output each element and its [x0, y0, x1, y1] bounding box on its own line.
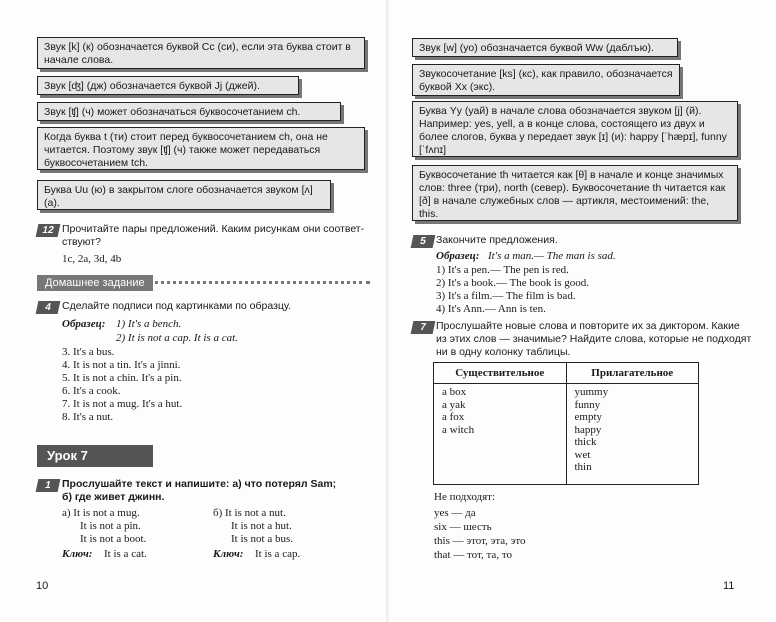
task-number-badge: 7 — [411, 321, 436, 334]
table-word: funny — [574, 398, 601, 411]
lesson-title: Урок 7 — [37, 445, 153, 467]
table-word: yummy — [574, 386, 609, 398]
rule-box — [412, 165, 738, 221]
task-instruction: Прослушайте текст и напишите: а) что потерял Sam; — [62, 478, 337, 490]
sample-line: 1) It's a bench. — [116, 318, 182, 330]
task-number-badge: 4 — [36, 301, 61, 314]
rule-text: Буквосочетание th читается как [θ] в начале и конце значимых слов: three (три), north (север). Буквосочетание th читается как [ð] в начале служебных слов — артикля, местоимений: the, this. — [419, 169, 726, 220]
table-header: Существительное — [434, 363, 567, 384]
task-instruction: Сделайте подписи под картинками по образцу. — [62, 300, 292, 312]
task-instruction: Прослушайте новые слова и повторите их за диктором. Какие — [436, 320, 740, 332]
task-answer: 1c, 2a, 3d, 4b — [62, 253, 122, 265]
task-instruction: Закончите предложения. — [436, 234, 558, 246]
page-number: 10 — [36, 580, 49, 592]
adjectives-cell — [566, 384, 699, 485]
table-word: a fox — [442, 411, 465, 423]
task-number-badge: 12 — [36, 224, 61, 237]
key-label: Ключ: — [62, 548, 93, 560]
rule-text: Звук [ʤ] (дж) обозначается буквой Jj (джей). — [44, 80, 260, 92]
task-instruction: из этих слов — значимые? Найдите слова, которые не подходят — [436, 333, 752, 345]
task-instruction: ствуют? — [62, 236, 101, 248]
list-item: 4) It's Ann.— Ann is ten. — [436, 303, 546, 315]
sample-line: 2) It is not a cap. It is a cat. — [116, 332, 238, 344]
list-item: 3) It's a film.— The film is bad. — [436, 290, 576, 302]
list-item: It is not a boot. — [80, 533, 147, 545]
rule-box — [37, 37, 365, 69]
rule-box — [37, 102, 341, 121]
table-word: a yak — [442, 398, 466, 411]
table-word: happy — [574, 423, 602, 436]
rule-text: Звук [w] (уо) обозначается буквой Ww (даблъю). — [419, 42, 654, 54]
key-label: Ключ: — [213, 548, 244, 560]
list-item: 6. It's a cook. — [62, 385, 121, 397]
rule-box — [412, 38, 678, 57]
table-word: thick — [574, 436, 597, 448]
rule-box — [37, 127, 365, 170]
list-item: 7. It is not a mug. It's a hut. — [62, 398, 183, 410]
key-answer: It is a cat. — [104, 548, 147, 560]
list-item: 3. It's a bus. — [62, 346, 115, 358]
list-item: 4. It is not a tin. It's a jinni. — [62, 359, 181, 371]
rule-text: Звук [k] (к) обозначается буквой Cc (си), если эта буква стоит в начале слова. — [44, 41, 351, 66]
task-number-badge: 5 — [411, 235, 436, 248]
rule-text: Звук [ʧ] (ч) может обозначаться буквосочетанием ch. — [44, 106, 301, 118]
task-instruction: ни в одну колонку таблицы. — [436, 346, 571, 358]
list-item: б) It is not a nut. — [213, 507, 286, 519]
not-fit-label: Не подходят: — [434, 491, 496, 503]
table-word: a witch — [442, 423, 475, 436]
table-word: wet — [574, 448, 591, 461]
list-item: 5. It is not a chin. It's a pin. — [62, 372, 182, 384]
homework-label: Домашнее задание — [37, 275, 153, 291]
not-fit-item: this — этот, эта, это — [434, 535, 526, 547]
list-item: It is not a pin. — [80, 520, 141, 532]
rule-box — [37, 76, 299, 95]
dotted-divider — [148, 281, 370, 284]
rule-text: Буква Yy (уай) в начале слова обозначается звуком [j] (й). Например: yes, yell, а в конце слова, состоящего из двух и более слогов, буква y передает звук [ɪ] (и): happy [ˈhæpɪ], funny [ˈfʌnɪ] — [419, 105, 727, 156]
list-item: It is not a bus. — [231, 533, 294, 545]
nouns-cell — [434, 384, 567, 485]
rule-box — [412, 64, 680, 96]
rule-text: Когда буква t (ти) стоит перед буквосочетанием ch, она не читается. Поэтому звук [ʧ] (ч) также может передаваться буквосочетанием tch. — [44, 131, 328, 169]
not-fit-item: six — шесть — [434, 521, 492, 533]
right-page — [390, 0, 776, 622]
sample-line: It's a man.— The man is sad. — [488, 250, 616, 262]
task-number-badge: 1 — [36, 479, 61, 492]
table-word: thin — [574, 461, 592, 473]
key-answer: It is a cap. — [255, 548, 301, 560]
rule-box — [412, 101, 738, 157]
task-instruction: Прочитайте пары предложений. Каким рисункам они соответ- — [62, 223, 365, 235]
list-item: 2) It's a book.— The book is good. — [436, 277, 590, 289]
rule-box — [37, 180, 331, 210]
list-item: It is not a hut. — [231, 520, 292, 532]
rule-text: Буква Uu (ю) в закрытом слоге обозначается звуком [ʌ] (а). — [44, 184, 313, 209]
task-instruction: б) где живет джинн. — [62, 491, 165, 503]
page-number: 11 — [723, 580, 735, 592]
table-header: Прилагательное — [566, 363, 699, 384]
table-word: empty — [574, 411, 602, 423]
list-item: 1) It's a pen.— The pen is red. — [436, 264, 569, 276]
not-fit-item: that — тот, та, то — [434, 549, 512, 561]
sample-label: Образец: — [62, 318, 106, 330]
table-word: a box — [442, 386, 467, 398]
list-item: 8. It's a nut. — [62, 411, 114, 423]
list-item: а) It is not a mug. — [62, 507, 140, 519]
words-table — [433, 362, 699, 485]
sample-label: Образец: — [436, 250, 480, 262]
rule-text: Звукосочетание [ks] (кс), как правило, обозначается буквой Xx (экс). — [419, 68, 673, 93]
not-fit-item: yes — да — [434, 507, 476, 519]
